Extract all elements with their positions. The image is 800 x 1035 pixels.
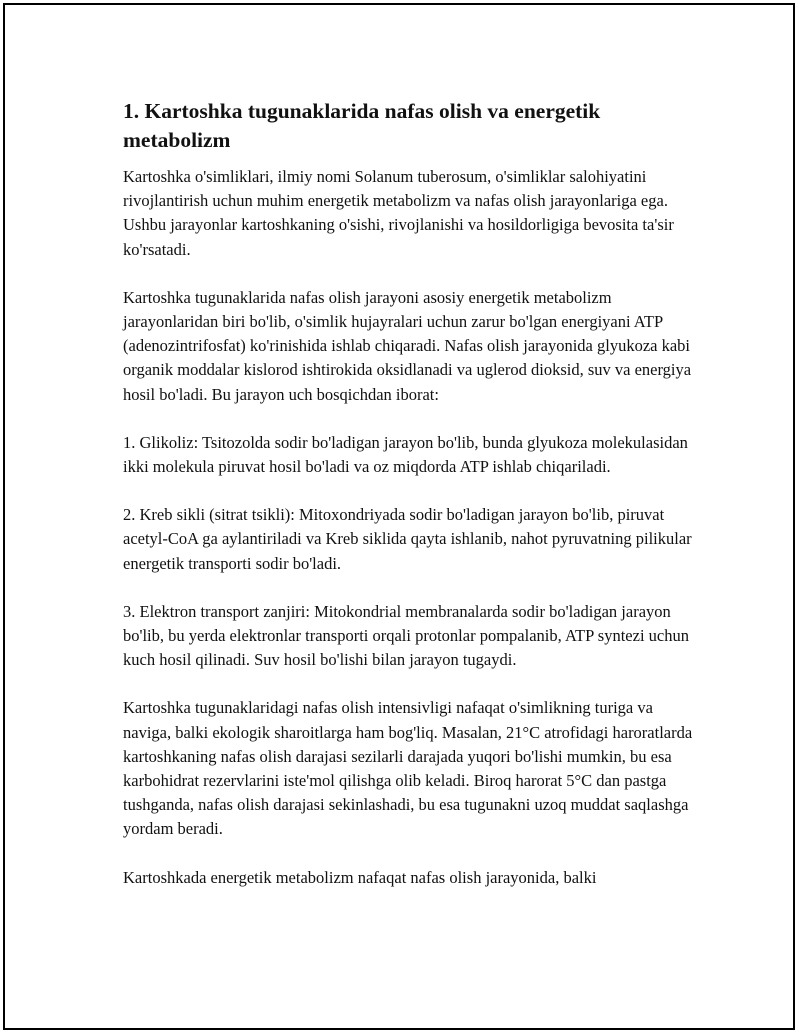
- paragraph-respiration-overview: Kartoshka tugunaklarida nafas olish jarayoni asosiy energetik metabolizm jarayonlaridan biri bo'lib, o'simlik hujayralari uchun zarur bo'lgan energiyani ATP (adenozintrifosfat) ko'rinishida ishlab chiqaradi. Nafas olish jarayonida glyukoza kabi organik moddalar kislorod ishtirokida oksidlanadi va uglerod dioksid, suv va energiya hosil bo'ladi. Bu jarayon uch bosqichdan iborat:: [123, 287, 692, 404]
- paragraph-intro: Kartoshka o'simliklari, ilmiy nomi Solanum tuberosum, o'simliklar salohiyatini rivojlantirish uchun muhim energetik metabolizm va nafas olish jarayonlariga ega. Ushbu jarayonlar kartoshkaning o'sishi, rivojlanishi va hosildorligiga bevosita ta'sir ko'rsatadi.: [123, 167, 674, 259]
- paragraph-krebs-cycle: 2. Kreb sikli (sitrat tsikli): Mitoxondriyada sodir bo'ladigan jarayon bo'lib, piruvat acetyl-CoA ga aylantiriladi va Kreb siklida qayta ishlanib, nahot pyruvatning pilikular energetik transporti sodir bo'ladi.: [123, 505, 692, 573]
- document-body: [123, 97, 693, 914]
- document-title: 1. Kartoshka tugunaklarida nafas olish va energetik metabolizm: [123, 99, 601, 152]
- paragraph-temperature-effects: Kartoshka tugunaklaridagi nafas olish intensivligi nafaqat o'simlikning turiga va naviga, balki ekologik sharoitlarga ham bog'liq. Masalan, 21°C atrofidagi haroratlarda kartoshkaning nafas olish darajasi sezilarli darajada yuqori bo'lishi mumkin, bu esa karbohidrat rezervlarini iste'mol qilishga olib keladi. Biroq harorat 5°C dan pastga tushganda, nafas olish darajasi sekinlashadi, bu esa tugunakni uzoq muddat saqlashga yordam beradi.: [123, 698, 693, 839]
- paragraph-glycolysis: 1. Glikoliz: Tsitozolda sodir bo'ladigan jarayon bo'lib, bunda glyukoza molekulasidan ikki molekula piruvat hosil bo'ladi va oz miqdorda ATP ishlab chiqariladi.: [123, 432, 688, 477]
- page-border: [3, 3, 795, 1030]
- paragraph-energy-metabolism-continued: Kartoshkada energetik metabolizm nafaqat nafas olish jarayonida, balki: [123, 867, 597, 887]
- paragraph-electron-transport: 3. Elektron transport zanjiri: Mitokondrial membranalarda sodir bo'ladigan jarayon bo'lib, bu yerda elektronlar transporti orqali protonlar pompalanib, ATP syntezi uchun kuch hosil qilinadi. Suv hosil bo'lishi bilan jarayon tugaydi.: [123, 601, 689, 670]
